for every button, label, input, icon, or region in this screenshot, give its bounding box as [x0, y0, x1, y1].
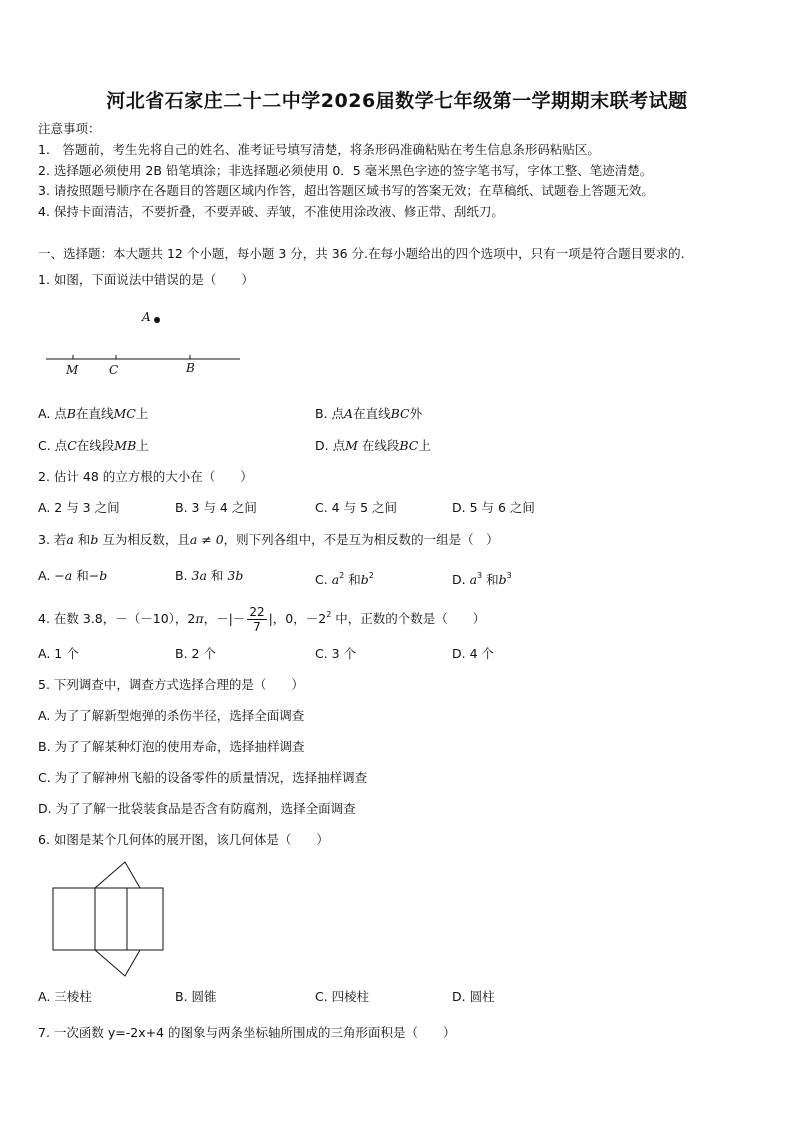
q3-option-d[interactable]	[452, 567, 512, 589]
notice-heading: 注意事项：	[38, 121, 101, 136]
q3-var-a: a	[66, 532, 74, 547]
q5-option-b[interactable]: B. 为了了解某种灯泡的使用寿命，选择抽样调查	[38, 739, 305, 754]
q4-stem-pre: 4. 在数 3.8，－（－10），2	[38, 611, 196, 626]
q3-stem-post: ，则下列各组中，不是互为相反数的一组是（ ）	[223, 532, 499, 547]
q1-option-d-pre: D. 点	[315, 438, 346, 453]
q4-option-a[interactable]: A. 1 个	[38, 646, 79, 661]
q1-option-d-var2: BC	[399, 438, 419, 453]
q1-label-b: B	[186, 361, 195, 375]
q3-option-c[interactable]	[315, 567, 374, 589]
notice-item-1: 1. 答题前，考生先将自己的姓名、准考证号填写清楚，将条形码准确粘贴在考生信息条形码粘贴区。	[38, 142, 600, 157]
q1-option-a[interactable]	[38, 405, 148, 423]
q6-net-top-triangle	[95, 862, 140, 888]
q5-stem: 5. 下列调查中，调查方式选择合理的是（ ）	[38, 677, 304, 692]
q1-option-d-mid: 在线段	[357, 438, 400, 453]
q1-label-m: M	[66, 363, 79, 377]
q5-option-d[interactable]: D. 为了了解一批袋装食品是否含有防腐剂，选择全面调查	[38, 801, 356, 816]
q6-option-a[interactable]: A. 三棱柱	[38, 989, 92, 1004]
q7-stem: 7. 一次函数 y=-2x+4 的图象与两条坐标轴所围成的三角形面积是（ ）	[38, 1025, 456, 1040]
q4-fraction-numerator: 22	[249, 605, 265, 619]
q4-exponent: 2	[326, 610, 332, 619]
q4-stem-mid: ，－|－	[203, 611, 246, 626]
notice-item-4: 4. 保持卡面清洁，不要折叠，不要弄破、弄皱，不准使用涂改液、修正带、刮纸刀。	[38, 204, 504, 219]
q3-var-b: b	[90, 532, 99, 547]
q1-option-c-var1: C	[67, 438, 77, 453]
q1-label-a: A	[142, 310, 151, 324]
q3-option-d-exp2: 3	[506, 571, 512, 580]
notice-item-2: 2. 选择题必须使用 2B 铅笔填涂；非选择题必须使用 0．5 毫米黑色字迹的签字笔书写，字体工整、笔迹清楚。	[38, 163, 653, 178]
q3-option-a-left: −a	[54, 568, 73, 583]
q1-option-a-pre: A. 点	[38, 406, 67, 421]
q3-option-c-label: C.	[315, 572, 328, 587]
q6-stem: 6. 如图是某个几何体的展开图，该几何体是（ ）	[38, 832, 329, 847]
q1-option-a-var2: MC	[113, 406, 136, 421]
q6-option-b[interactable]: B. 圆锥	[175, 989, 217, 1004]
q1-option-b-pre: B. 点	[315, 406, 345, 421]
q3-option-d-and: 和	[482, 572, 499, 587]
q3-option-b-and: 和	[206, 568, 228, 583]
q3-option-d-label: D.	[452, 572, 466, 587]
q1-option-c-pre: C. 点	[38, 438, 68, 453]
q3-option-c-right: b	[360, 572, 369, 587]
notice-item-3: 3. 请按照题号顺序在各题目的答题区域内作答，超出答题区域书写的答案无效；在草稿纸、试题卷上答题无效。	[38, 183, 654, 198]
q1-option-b[interactable]	[315, 405, 422, 423]
q4-stem-post1: |，0，－2	[268, 611, 327, 626]
q3-stem-mid: 互为相反数，且	[98, 532, 190, 547]
q1-option-d-var1: M	[345, 438, 358, 453]
q3-option-c-exp2: 2	[368, 571, 374, 580]
q1-option-c-post: 上	[136, 438, 149, 453]
q3-option-c-and: 和	[344, 572, 361, 587]
q1-line-figure	[40, 300, 250, 380]
q3-option-c-exp1: 2	[339, 571, 345, 580]
q6-net-bottom-triangle	[95, 950, 140, 976]
q3-stem	[38, 531, 499, 549]
q3-option-b-left: 3a	[191, 568, 207, 583]
q4-pi: π	[195, 611, 204, 626]
q3-option-b-label: B.	[175, 568, 188, 583]
q6-option-d[interactable]: D. 圆柱	[452, 989, 495, 1004]
q1-option-c[interactable]	[38, 437, 149, 455]
q4-option-b[interactable]: B. 2 个	[175, 646, 216, 661]
q1-option-a-mid: 在直线	[75, 406, 114, 421]
q1-option-d-post: 上	[418, 438, 431, 453]
q1-point-a	[154, 317, 160, 323]
q2-option-d[interactable]: D. 5 与 6 之间	[452, 500, 535, 515]
page-title: 河北省石家庄二十二中学2026届数学七年级第一学期期末联考试题	[106, 90, 688, 112]
q4-fraction-denominator: 7	[253, 620, 261, 634]
q3-stem-pre: 3. 若	[38, 532, 67, 547]
q1-stem: 1. 如图，下面说法中错误的是（ ）	[38, 272, 254, 287]
q2-option-a[interactable]: A. 2 与 3 之间	[38, 500, 120, 515]
q1-label-c: C	[109, 363, 119, 377]
q3-option-d-right: b	[498, 572, 507, 587]
q3-option-b-right: 3b	[227, 568, 244, 583]
section-1-heading: 一、选择题：本大题共 12 个小题，每小题 3 分，共 36 分.在每小题给出的四个选项中，只有一项是符合题目要求的.	[38, 246, 685, 261]
q6-net-figure	[48, 858, 168, 980]
q4-stem-post2: 中，正数的个数是（ ）	[331, 611, 486, 626]
q2-option-b[interactable]: B. 3 与 4 之间	[175, 500, 257, 515]
q6-option-c[interactable]: C. 四棱柱	[315, 989, 370, 1004]
q3-option-c-left: a	[331, 572, 340, 587]
q4-option-d[interactable]: D. 4 个	[452, 646, 494, 661]
q3-option-b[interactable]	[175, 567, 243, 585]
q1-option-a-post: 上	[135, 406, 149, 421]
q3-option-a-and: 和	[72, 568, 89, 583]
q1-option-a-var1: B	[66, 406, 76, 421]
q3-condition: a ≠ 0	[189, 532, 224, 547]
q1-option-c-mid: 在线段	[76, 438, 115, 453]
q1-option-b-mid: 在直线	[353, 406, 391, 421]
q4-fraction	[247, 605, 266, 634]
q2-stem: 2. 估计 48 的立方根的大小在（ ）	[38, 469, 253, 484]
q2-option-c[interactable]: C. 4 与 5 之间	[315, 500, 398, 515]
q1-option-c-var2: MB	[114, 438, 137, 453]
q5-option-c[interactable]: C. 为了了解神州飞船的设备零件的质量情况，选择抽样调查	[38, 770, 368, 785]
q3-option-a[interactable]	[38, 567, 107, 585]
q5-option-a[interactable]: A. 为了了解新型炮弹的杀伤半径，选择全面调查	[38, 708, 305, 723]
q4-stem	[38, 600, 485, 634]
q4-option-c[interactable]: C. 3 个	[315, 646, 357, 661]
q3-stem-and: 和	[73, 532, 91, 547]
q3-option-a-label: A.	[38, 568, 51, 583]
q1-option-b-post: 外	[409, 406, 423, 421]
q6-net-rect	[53, 888, 163, 950]
q3-option-d-exp1: 3	[477, 571, 483, 580]
q1-option-b-var1: A	[344, 406, 354, 421]
q3-option-a-right: −b	[88, 568, 108, 583]
q1-option-b-var2: BC	[390, 406, 410, 421]
q1-option-d[interactable]	[315, 437, 431, 455]
q3-option-d-left: a	[469, 572, 478, 587]
